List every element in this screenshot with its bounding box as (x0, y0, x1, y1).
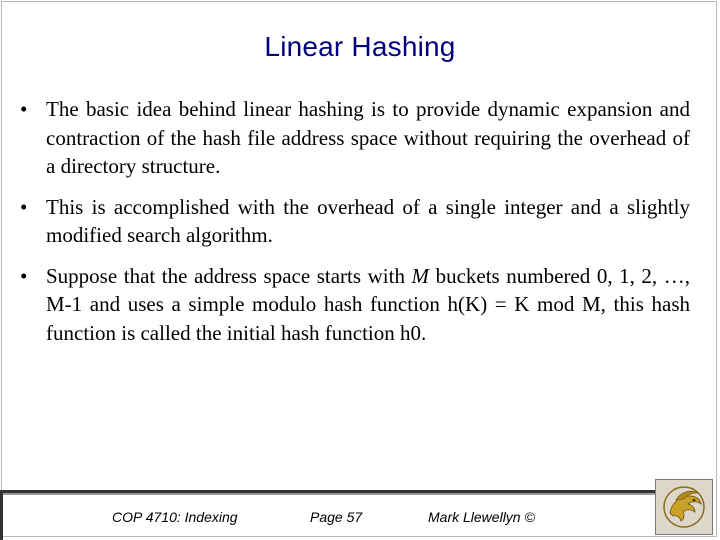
slide-title: Linear Hashing (264, 31, 456, 62)
pegasus-logo-graphic (656, 480, 712, 534)
bullet-item-expansion (20, 95, 690, 181)
footer-page-number: Page 57 (310, 509, 363, 525)
bullet-marker: • (20, 97, 28, 121)
bullet-item-address-space (20, 262, 690, 348)
footer-author: Mark Llewellyn © (428, 509, 535, 525)
bullet-text-end: buckets numbered 0, 1, 2, …, M-1 and uses a simple modulo hash function h(K) = K mod M, this hash function is called the initial hash function h0. (46, 263, 690, 345)
bullet-text: This is accomplished with the overhead of a single integer and a slightly modified search algorithm. (46, 194, 690, 247)
bullet-text-start: Suppose that the address space starts with (46, 263, 412, 288)
footer-left-edge (0, 490, 3, 540)
footer-rule-light (0, 493, 658, 495)
bullet-item-overhead (20, 193, 690, 250)
bullet-text-italic-m: M (411, 263, 430, 288)
footer-course: COP 4710: Indexing (112, 509, 238, 525)
bullet-list (20, 95, 690, 359)
bullet-marker: • (20, 263, 28, 288)
bullet-text: The basic idea behind linear hashing is to provide dynamic expansion and contraction of the hash file address space without requiring the overhead of a directory structure. (46, 97, 690, 178)
bullet-marker: • (20, 194, 28, 219)
pegasus-logo-icon (655, 479, 713, 535)
